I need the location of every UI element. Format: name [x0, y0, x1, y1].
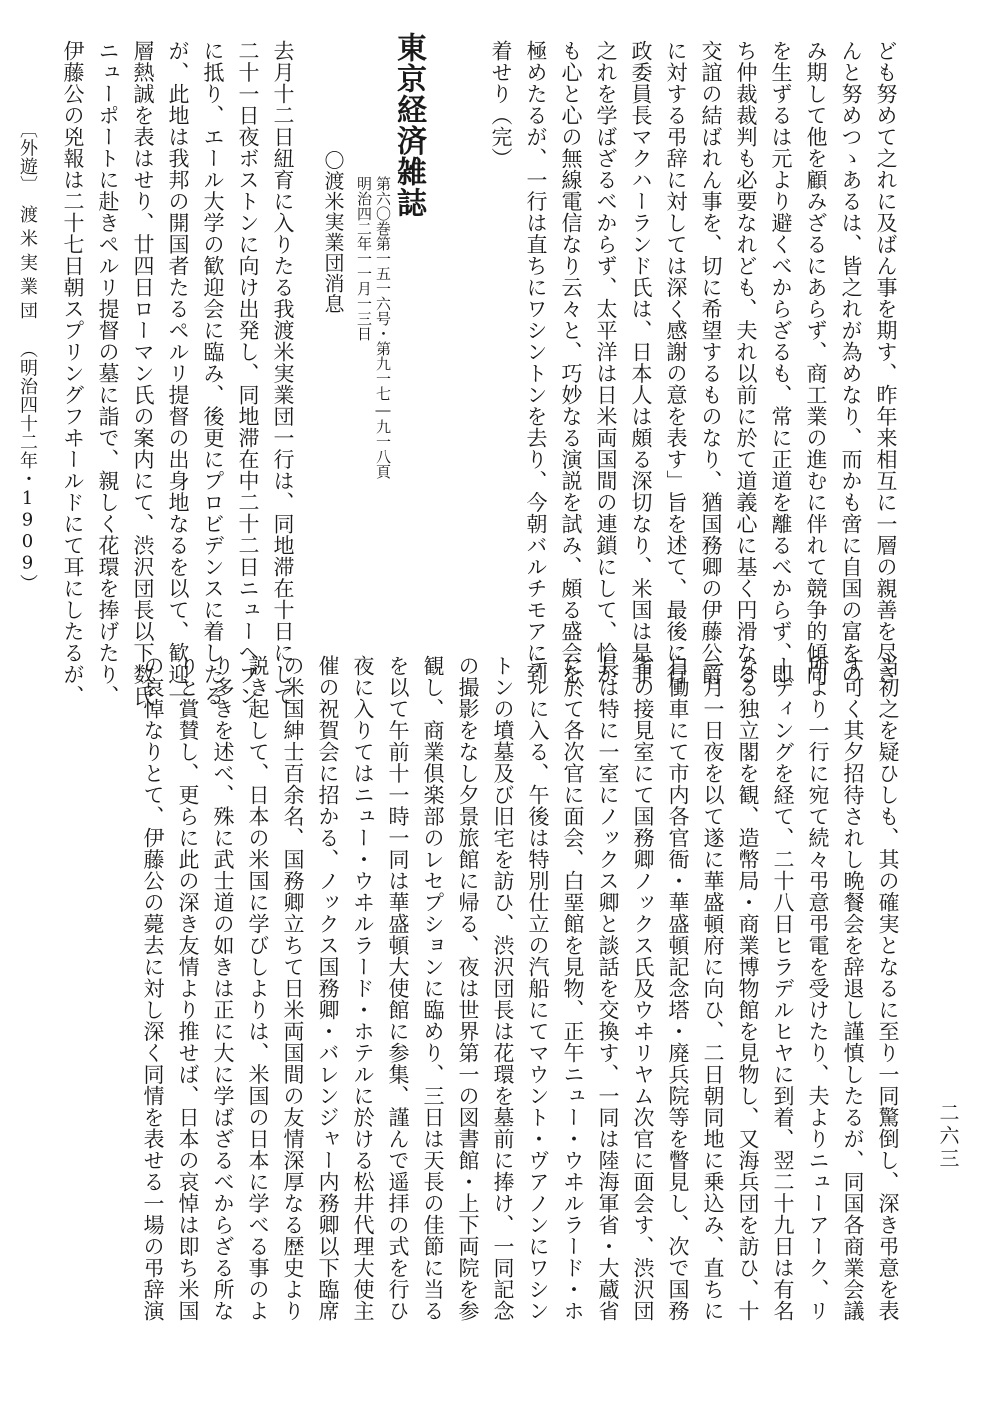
text-line: の哀悼なりとて、伊藤公の薨去に対し深く同情を表せる一場の弔辞演 — [141, 655, 165, 1322]
text-line: 催の祝賀会に招かる、ノックス国務卿・バレンジャー内務卿以下臨席 — [316, 655, 340, 1322]
text-line: を以て午前十一時一同は華盛頓大使館に参集、謹んで遥拝の式を行ひ — [386, 655, 410, 1322]
source-date: 明治四二年一一月一三日 — [355, 176, 373, 341]
text-line: 極めたるが、一行は直ちにワシントンを去り、今朝バルチモアに到 — [524, 40, 548, 685]
text-line: 説き起して、日本の米国に学びしよりは、米国の日本に学べる事のよ — [246, 655, 270, 1322]
text-line: 層熱誠を表はせり、廿四日ローマン氏の案内にて、渋沢団長以下数氏 — [131, 40, 155, 707]
text-line: 夜に入りてはニュー・ウヰルラード・ホテルに於ける松井代理大使主 — [351, 655, 375, 1322]
text-line: テルに入る、午後は特別仕立の汽船にてマウント・ヴアノンにワシン — [526, 655, 550, 1322]
text-line: に於て各次官に面会、白堊館を見物、正午ニュー・ウヰルラード・ホ — [561, 655, 585, 1322]
source-volume: 第六〇巻第一五一六号・第九一七―九一八頁 — [374, 176, 392, 479]
footer-category: 〔外遊〕 — [17, 120, 38, 194]
text-line: なる独立閣を観、造幣局・商業博物館を見物し、又海兵団を訪ひ、十 — [736, 655, 760, 1322]
footer-section: 渡米実業団 — [17, 205, 38, 325]
text-line: を生ずるは元より避くべからざるも、常に正道を離るべからず、即 — [769, 40, 793, 685]
text-line: 之れを学ばざるべからず、太平洋は日米両国間の連鎖にして、恰か — [594, 40, 618, 685]
text-line: の米国紳士百余名、国務卿立ちて日米両国間の友情深厚なる歴史より — [281, 655, 305, 1322]
text-line: 着せり（完） — [489, 40, 513, 169]
text-line: ち仲裁裁判も必要なれども、夫れ以前に於て道義心に基く円滑なる — [734, 40, 758, 685]
footer-year: （明治四十二年・1909） — [17, 340, 38, 593]
text-line: に対する弔辞に対しては深く感謝の意を表す」旨を述て、最後に行 — [664, 40, 688, 685]
page-number: 二六三 — [936, 1102, 960, 1171]
text-line: 自働車にて市内各官衙・華盛頓記念塔・廃兵院等を瞥見し、次で国務 — [666, 655, 690, 1322]
text-line: んと努めつゝあるは、皆之れが為めなり、而かも啻に自国の富をの — [839, 40, 863, 685]
text-line: も心と心の無線電信なり云々と、巧妙なる演説を試み、頗る盛会を — [559, 40, 583, 685]
text-line: 当初之を疑ひしも、其の確実となるに至り一同驚倒し、深き弔意を表 — [876, 655, 900, 1322]
text-line: ニューポートに赴きペルリ提督の墓に詣で、親しく花環を捧げたり、 — [96, 40, 120, 707]
text-line: の撮影をなし夕景旅館に帰る、夜は世界第一の図書館・上下両院を参 — [456, 655, 480, 1322]
text-line: 所より一行に宛て続々弔意弔電を受けたり、夫よりニューアーク、リ — [806, 655, 830, 1322]
text-line: み期して他を顧みざるにあらず、商工業の進むに伴れて競争的傾向 — [804, 40, 828, 685]
text-line: り多きを述べ、殊に武士道の如きは正に大に学ばざるべからざる所な — [211, 655, 235, 1322]
article-subtitle: 〇渡米実業団消息 — [321, 150, 345, 314]
text-line: 二十一日夜ボストンに向け出発し、同地滞在中二十二日ニューヘブン — [236, 40, 260, 707]
text-line: 交誼の結ばれん事を、切に希望するものなり、猶国務卿の伊藤公爵 — [699, 40, 723, 685]
text-line: ども努めて之れに及ばん事を期す、昨年来相互に一層の親善を尽さ — [874, 40, 898, 685]
text-line: 政委員長マクハーランド氏は、日本人は頗る深切なり、米国は是非 — [629, 40, 653, 685]
text-line: ーディングを経て、二十八日ヒラデルヒヤに到着、翌二十九日は有名 — [771, 655, 795, 1322]
text-line: りと賞賛し、更らに此の深き友情より推せば、日本の哀悼は即ち米国 — [176, 655, 200, 1322]
text-line: 去月十二日紐育に入りたる我渡米実業団一行は、同地滞在十日にして — [271, 40, 295, 707]
text-line: 観し、商業倶楽部のレセプションに臨めり、三日は天長の佳節に当る — [421, 655, 445, 1322]
text-line: トンの墳墓及び旧宅を訪ひ、渋沢団長は花環を墓前に捧け、一同記念 — [491, 655, 515, 1322]
source-title: 東京経済雑誌 — [391, 32, 426, 218]
text-line: 一月一日夜を以て遂に華盛頓府に向ひ、二日朝同地に乗込み、直ちに — [701, 655, 725, 1322]
text-line: 長は特に一室にノックス卿と談話を交換す、一同は陸海軍省・大蔵省 — [596, 655, 620, 1322]
text-line: が、此地は我邦の開国者たるペルリ提督の出身地なるを以て、歓迎一 — [166, 40, 190, 707]
text-line: に抵り、エール大学の歓迎会に臨み、後更にプロビデンスに着したる — [201, 40, 225, 707]
text-line: す可く其夕招待されし晩餐会を辞退し謹慎したるが、同国各商業会議 — [841, 655, 865, 1322]
text-line: 省の接見室にて国務卿ノックス氏及ウヰリヤム次官に面会す、渋沢団 — [631, 655, 655, 1322]
text-line: 伊藤公の兇報は二十七日朝スプリングフヰールドにて耳にしたるが、 — [61, 40, 85, 707]
